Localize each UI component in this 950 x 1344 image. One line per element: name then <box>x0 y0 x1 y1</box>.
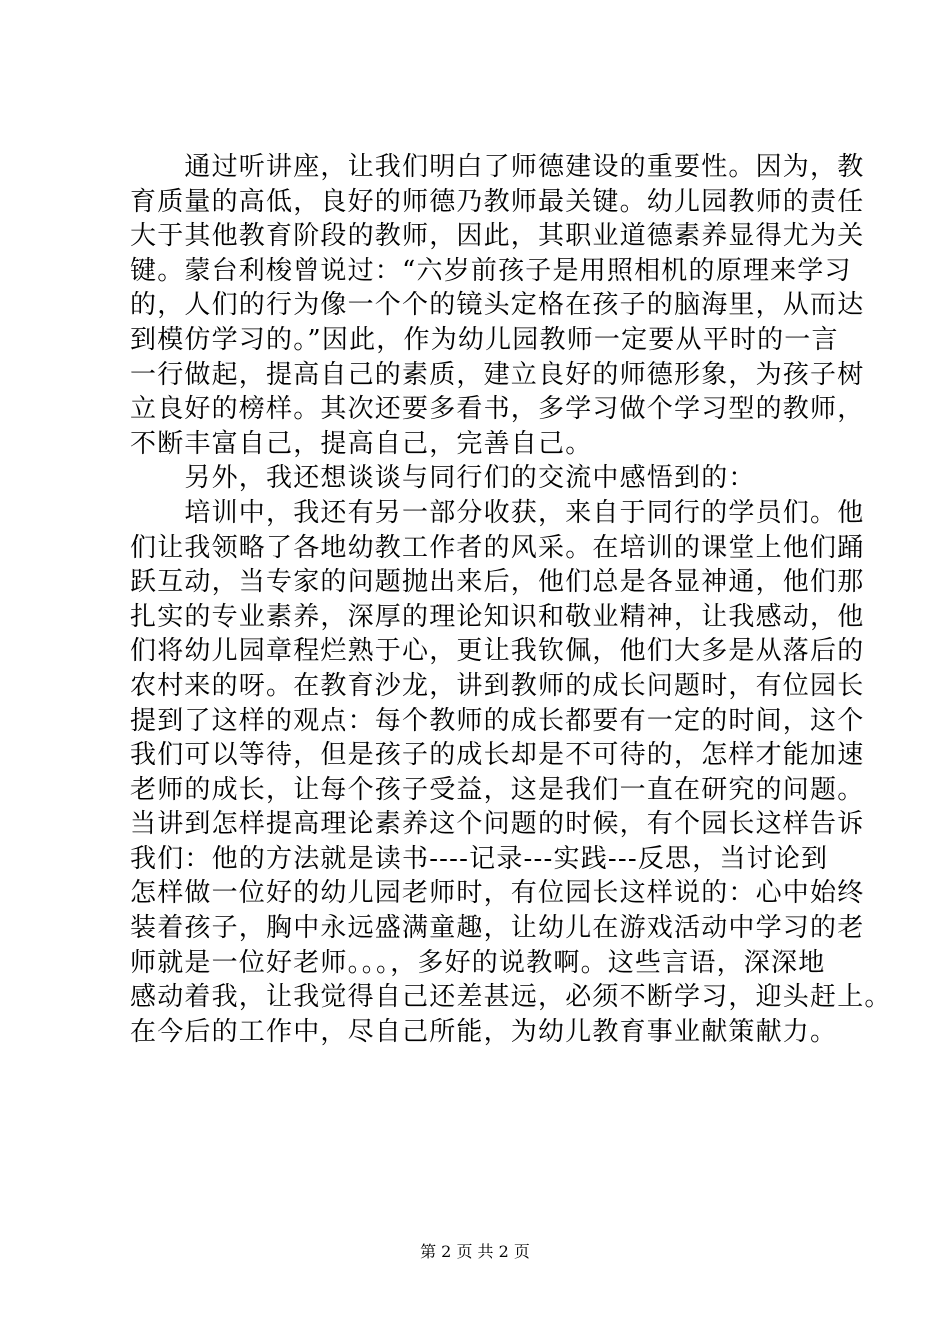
text-line: 的，人们的行为像一个个的镜头定格在孩子的脑海里，从而达 <box>130 290 865 321</box>
text-line: 我们：他的方法就是读书----记录---实践---反思，当讨论到 <box>130 843 829 874</box>
text-line: 怎样做一位好的幼儿园老师时，有位园长这样说的：心中始终 <box>130 878 865 909</box>
text-line: 育质量的高低，良好的师德乃教师最关键。幼儿园教师的责任 <box>130 186 865 217</box>
text-line: 师就是一位好老师。。。，多好的说教啊。这些言语，深深地 <box>130 947 826 978</box>
text-line: 我们可以等待，但是孩子的成长却是不可待的，怎样才能加速 <box>130 740 865 771</box>
text-line: 提到了这样的观点：每个教师的成长都要有一定的时间，这个 <box>130 705 865 736</box>
text-line: 立良好的榜样。其次还要多看书，多学习做个学习型的教师， <box>130 394 865 425</box>
text-line: 另外，我还想谈谈与同行们的交流中感悟到的： <box>130 463 756 494</box>
text-line: 当讲到怎样提高理论素养这个问题的时候，有个园长这样告诉 <box>130 809 865 840</box>
text-line: 在今后的工作中，尽自己所能，为幼儿教育事业献策献力。 <box>130 1016 838 1047</box>
text-line: 感动着我，让我觉得自己还差甚远，必须不断学习，迎头赶上。 <box>130 982 892 1013</box>
text-line: 装着孩子，胸中永远盛满童趣，让幼儿在游戏活动中学习的老 <box>130 913 865 944</box>
text-line: 通过听讲座，让我们明白了师德建设的重要性。因为，教 <box>130 152 865 182</box>
text-line: 们让我领略了各地幼教工作者的风采。在培训的课堂上他们踊 <box>130 532 865 563</box>
text-line: 扎实的专业素养，深厚的理论知识和敬业精神，让我感动，他 <box>130 601 865 632</box>
text-line: 们将幼儿园章程烂熟于心，更让我钦佩，他们大多是从落后的 <box>130 636 865 667</box>
text-line: 培训中，我还有另一部分收获，来自于同行的学员们。他 <box>130 497 865 528</box>
text-line: 键。蒙台利梭曾说过：“六岁前孩子是用照相机的原理来学习 <box>130 255 852 286</box>
text-line: 不断丰富自己，提高自己，完善自己。 <box>130 428 593 459</box>
text-line: 大于其他教育阶段的教师，因此，其职业道德素养显得尤为关 <box>130 221 865 252</box>
page-number-footer: 第 2 页 共 2 页 <box>420 1242 530 1261</box>
text-line: 一行做起，提高自己的素质，建立良好的师德形象，为孩子树 <box>130 359 865 390</box>
text-line: 农村来的呀。在教育沙龙，讲到教师的成长问题时，有位园长 <box>130 670 865 701</box>
text-line: 老师的成长，让每个孩子受益，这是我们一直在研究的问题。 <box>130 774 865 805</box>
text-line: 跃互动，当专家的问题抛出来后，他们总是各显神通，他们那 <box>130 567 865 598</box>
document-body <box>130 150 892 1049</box>
text-line: 到模仿学习的。”因此，作为幼儿园教师一定要从平时的一言 <box>130 324 839 355</box>
